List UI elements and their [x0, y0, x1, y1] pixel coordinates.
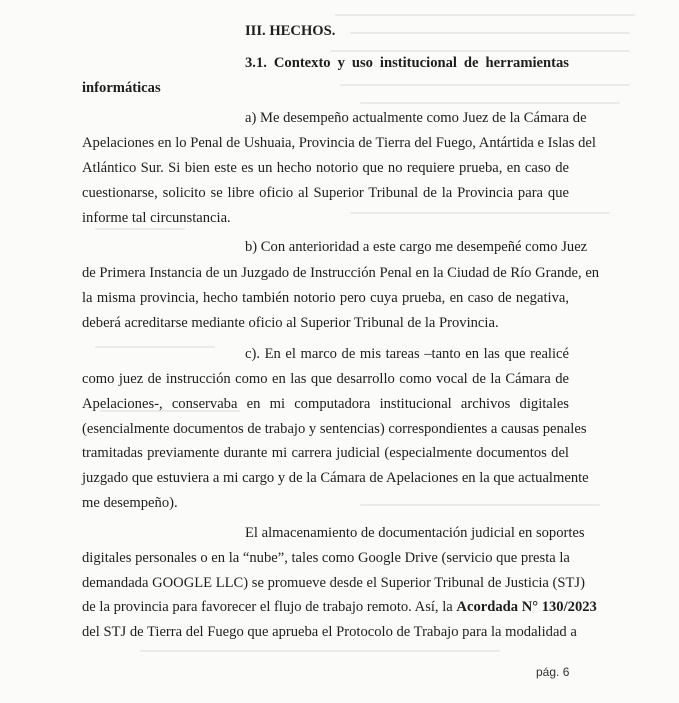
acordada-reference: Acordada N° 130/2023	[456, 599, 597, 615]
paragraph-line: demandada GOOGLE LLC) se promueve desde el Superior Tribunal de Justicia (STJ)	[82, 575, 585, 591]
paragraph-line-text: de la provincia para favorecer el flujo de trabajo remoto. Así, la	[82, 599, 457, 615]
subsection-heading-line-1: 3.1. Contexto y uso institucional de herramientas	[245, 55, 569, 71]
paragraph-line: c). En el marco de mis tareas –tanto en las que realicé	[245, 346, 569, 362]
paragraph-line: deberá acreditarse mediante oficio al Superior Tribunal de la Provincia.	[82, 315, 499, 331]
paragraph-line: la misma provincia, hecho también notorio pero cuya prueba, en caso de negativa,	[82, 290, 569, 306]
paragraph-line: cuestionarse, solicito se libre oficio al Superior Tribunal de la Provincia para que	[82, 185, 569, 201]
paragraph-line: de Primera Instancia de un Juzgado de Instrucción Penal en la Ciudad de Río Grande, en	[82, 265, 600, 281]
paragraph-line: como juez de instrucción como en las que desarrollo como vocal de la Cámara de	[82, 371, 569, 387]
paragraph-line: Apelaciones-, conservaba en mi computadora institucional archivos digitales	[82, 396, 569, 412]
paragraph-line: informe tal circunstancia.	[82, 210, 231, 226]
paragraph-line: El almacenamiento de documentación judicial en soportes	[245, 525, 585, 541]
page-number: pág. 6	[536, 665, 570, 679]
paragraph-line: b) Con anterioridad a este cargo me desempeñé como Juez	[245, 239, 588, 255]
paragraph-line: (esencialmente documentos de trabajo y sentencias) correspondientes a causas penales	[82, 421, 587, 437]
paragraph-line: me desempeño).	[82, 495, 178, 511]
subsection-heading-line-2: informáticas	[82, 80, 161, 96]
paragraph-line: a) Me desempeño actualmente como Juez de la Cámara de	[245, 110, 587, 126]
paragraph-line: juzgado que estuviera a mi cargo y de la Cámara de Apelaciones en la que actualmente	[82, 470, 589, 486]
paragraph-line: tramitadas previamente durante mi carrera judicial (especialmente documentos del	[82, 445, 569, 461]
paragraph-line: Apelaciones en lo Penal de Ushuaia, Provincia de Tierra del Fuego, Antártida e Islas del	[82, 135, 596, 151]
paragraph-line: del STJ de Tierra del Fuego que aprueba el Protocolo de Trabajo para la modalidad a	[82, 624, 577, 640]
section-heading: III. HECHOS.	[245, 23, 336, 39]
paragraph-line: Atlántico Sur. Si bien este es un hecho notorio que no requiere prueba, en caso de	[82, 160, 569, 176]
paragraph-line: digitales personales o en la “nube”, tales como Google Drive (servicio que presta la	[82, 550, 570, 566]
paragraph-line-with-bold	[82, 598, 597, 616]
